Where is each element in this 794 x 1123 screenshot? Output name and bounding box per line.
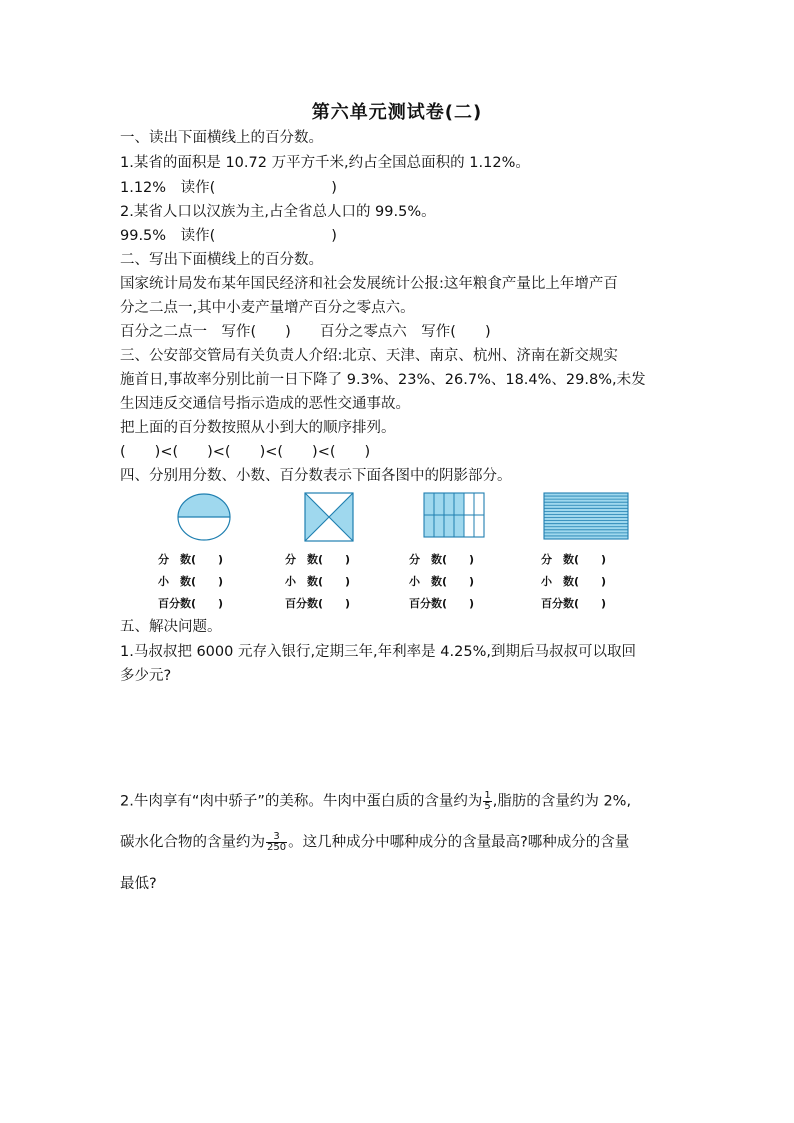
section-4-heading: 四、分别用分数、小数、百分数表示下面各图中的阴影部分。 [120,468,512,484]
s5-q2-text-a: 2.牛肉享有“肉中骄子”的美称。牛肉中蛋白质的含量约为 [120,793,483,810]
figure-striped-rectangle [543,492,629,540]
fig2-decimal-label[interactable]: 小 数( ) [285,575,351,588]
fig2-fraction-label[interactable]: 分 数( ) [285,553,351,566]
fraction-three-over-250 [266,832,287,853]
fraction-one-fifth [483,791,491,812]
s1-question-2: 2.某省人口以汉族为主,占全省总人口的 99.5%。 [120,204,436,220]
section-3-line-2: 施首日,事故率分别比前一日下降了 9.3%、23%、26.7%、18.4%、29.8%,未发 [120,372,646,388]
s5-question-1-line-2: 多少元? [120,668,172,684]
section-3-instruction: 把上面的百分数按照从小到大的顺序排列。 [120,420,396,436]
s5-question-1-line-1: 1.马叔叔把 6000 元存入银行,定期三年,年利率是 4.25%,到期后马叔叔可以取回 [120,644,636,660]
s3-order-blanks[interactable]: ( )<( )<( )<( )<( ) [120,444,371,460]
s1-q2-read-blank[interactable]: 99.5% 读作( ) [120,228,337,244]
fig4-percent-label[interactable]: 百分数( ) [541,597,607,610]
page-title: 第六单元测试卷(二) [311,102,483,123]
fig3-decimal-label[interactable]: 小 数( ) [409,575,475,588]
fig4-fraction-label[interactable]: 分 数( ) [541,553,607,566]
fraction-denominator: 250 [267,842,287,853]
s5-q2-text-a2: ,脂肪的含量约为 2%, [492,793,632,810]
fig1-fraction-label[interactable]: 分 数( ) [158,553,224,566]
fig2-percent-label[interactable]: 百分数( ) [285,597,351,610]
section-3-line-1: 三、公安部交管局有关负责人介绍:北京、天津、南京、杭州、济南在新交规实 [120,348,618,364]
figure-circle-half [175,492,233,542]
fig4-decimal-label[interactable]: 小 数( ) [541,575,607,588]
fraction-numerator: 1 [484,790,491,801]
fraction-numerator: 3 [266,832,287,843]
s2-paragraph-line-2: 分之二点一,其中小麦产量增产百分之零点六。 [120,300,415,316]
fig1-decimal-label[interactable]: 小 数( ) [158,575,224,588]
section-3-line-3: 生因违反交通信号指示造成的恶性交通事故。 [120,396,410,412]
s2-write-blanks[interactable]: 百分之二点一 写作( ) 百分之零点六 写作( ) [120,324,491,340]
s5-question-2-line-1 [120,791,631,812]
s5-question-2-line-2 [120,832,629,853]
fraction-denominator: 5 [484,801,491,812]
s1-q1-read-blank[interactable]: 1.12% 读作( ) [120,180,337,196]
figure-square-diagonals [304,492,354,542]
section-2-heading: 二、写出下面横线上的百分数。 [120,252,323,268]
fig1-percent-label[interactable]: 百分数( ) [158,597,224,610]
fig3-percent-label[interactable]: 百分数( ) [409,597,475,610]
fig3-fraction-label[interactable]: 分 数( ) [409,553,475,566]
figure-grid-6x2 [423,492,485,538]
s1-question-1: 1.某省的面积是 10.72 万平方千米,约占全国总面积的 1.12%。 [120,155,530,171]
s5-q2-text-b2: 。这几种成分中哪种成分的含量最高?哪种成分的含量 [288,834,630,851]
s5-q2-text-b: 碳水化合物的含量约为 [120,834,265,851]
s2-paragraph-line-1: 国家统计局发布某年国民经济和社会发展统计公报:这年粮食产量比上年增产百 [120,276,618,292]
s5-question-2-line-3: 最低? [120,876,157,892]
section-5-heading: 五、解决问题。 [120,619,222,635]
section-1-heading: 一、读出下面横线上的百分数。 [120,130,323,146]
